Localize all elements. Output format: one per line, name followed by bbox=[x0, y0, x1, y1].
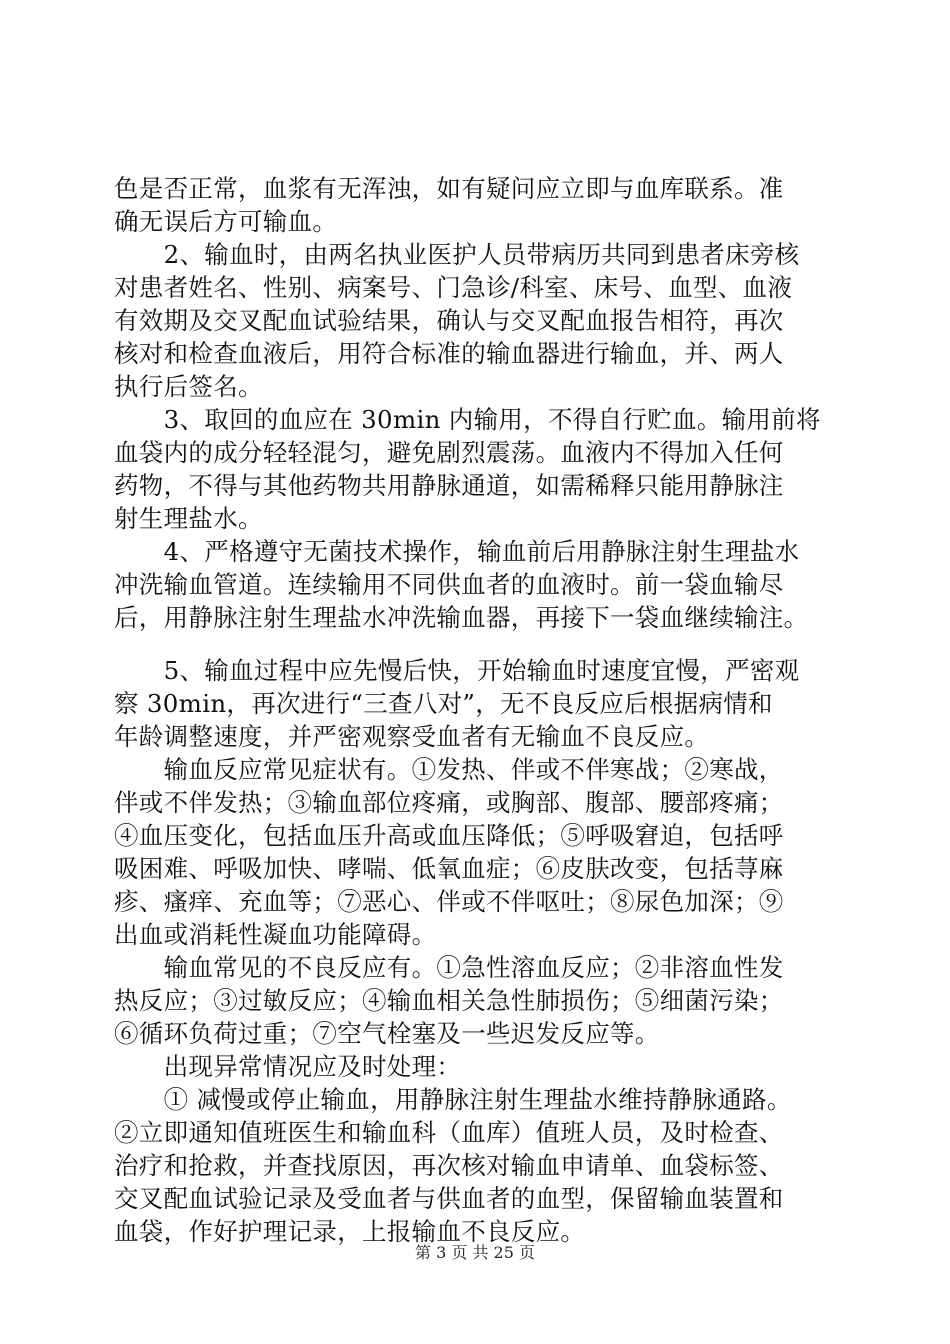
body-line: 治疗和抢救，并查找原因，再次核对输血申请单、血袋标签、 bbox=[114, 1151, 784, 1180]
body-line: 吸困难、呼吸加快、哮喘、低氧血症；⑥皮肤改变，包括荨麻 bbox=[114, 854, 784, 883]
body-line: 出血或消耗性凝血功能障碍。 bbox=[114, 920, 437, 949]
body-line: 后，用静脉注射生理盐水冲洗输血器，再接下一袋血继续输注。 bbox=[114, 603, 809, 632]
body-line: 3、取回的血应在 30min 内输用，不得自行贮血。输用前将 bbox=[114, 405, 821, 434]
body-line: 2、输血时，由两名执业医护人员带病历共同到患者床旁核 bbox=[114, 240, 800, 269]
body-line: ④血压变化，包括血压升高或血压降低；⑤呼吸窘迫，包括呼 bbox=[114, 821, 784, 850]
page-footer: 第 3 页 共 25 页 bbox=[415, 1243, 535, 1262]
body-line: 伴或不伴发热；③输血部位疼痛，或胸部、腹部、腰部疼痛； bbox=[114, 788, 784, 817]
body-line: 确无误后方可输血。 bbox=[114, 207, 338, 236]
body-line: 5、输血过程中应先慢后快，开始输血时速度宜慢，严密观 bbox=[114, 656, 800, 685]
body-line: 输血常见的不良反应有。①急性溶血反应；②非溶血性发 bbox=[114, 953, 784, 982]
body-line: ① 减慢或停止输血，用静脉注射生理盐水维持静脉通路。 bbox=[114, 1085, 792, 1114]
body-line: 对患者姓名、性别、病案号、门急诊/科室、床号、血型、血液 bbox=[114, 273, 793, 302]
body-line: 交叉配血试验记录及受血者与供血者的血型，保留输血装置和 bbox=[114, 1184, 784, 1213]
body-line: 血袋，作好护理记录，上报输血不良反应。 bbox=[114, 1217, 586, 1246]
body-line: ⑥循环负荷过重；⑦空气栓塞及一些迟发反应等。 bbox=[114, 1019, 660, 1048]
body-line: 色是否正常，血浆有无浑浊，如有疑问应立即与血库联系。准 bbox=[114, 174, 784, 203]
body-line: 出现异常情况应及时处理： bbox=[114, 1052, 462, 1081]
body-line: 血袋内的成分轻轻混匀，避免剧烈震荡。血液内不得加入任何 bbox=[114, 438, 784, 467]
body-line: 年龄调整速度，并严密观察受血者有无输血不良反应。 bbox=[114, 722, 710, 751]
body-line: 疹、瘙痒、充血等；⑦恶心、伴或不伴呕吐；⑧尿色加深；⑨ bbox=[114, 887, 784, 916]
body-line: 有效期及交叉配血试验结果，确认与交叉配血报告相符，再次 bbox=[114, 306, 784, 335]
body-line: 4、严格遵守无菌技术操作，输血前后用静脉注射生理盐水 bbox=[114, 537, 800, 566]
body-line: 察 30min，再次进行“三查八对”，无不良反应后根据病情和 bbox=[114, 689, 773, 718]
body-line: 射生理盐水。 bbox=[114, 504, 263, 533]
body-line: 执行后签名。 bbox=[114, 372, 263, 401]
body-line: 药物，不得与其他药物共用静脉通道，如需稀释只能用静脉注 bbox=[114, 471, 784, 500]
body-line: 核对和检查血液后，用符合标准的输血器进行输血，并、两人 bbox=[114, 339, 784, 368]
body-line: 输血反应常见症状有。①发热、伴或不伴寒战；②寒战， bbox=[114, 755, 784, 784]
body-line: ②立即通知值班医生和输血科（血库）值班人员，及时检查、 bbox=[114, 1118, 784, 1147]
body-line: 冲洗输血管道。连续输用不同供血者的血液时。前一袋血输尽 bbox=[114, 570, 784, 599]
body-line: 热反应；③过敏反应；④输血相关急性肺损伤；⑤细菌污染； bbox=[114, 986, 784, 1015]
